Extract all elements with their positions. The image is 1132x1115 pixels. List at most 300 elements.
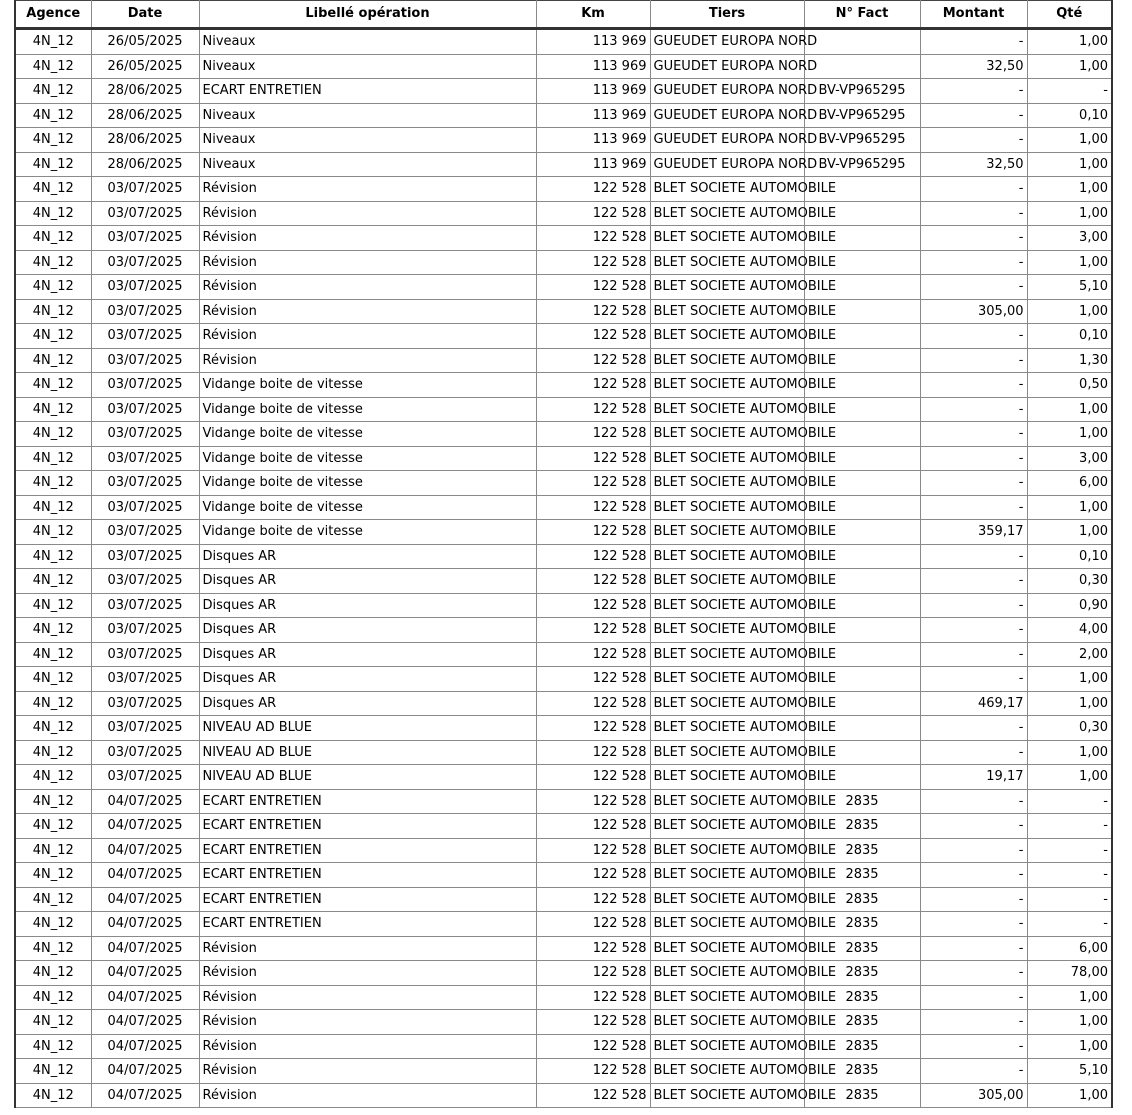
cell-tiers: BLET SOCIETE AUTOMOBILE: [650, 471, 804, 496]
cell-km: 122 528: [536, 569, 650, 594]
table-row: [15, 691, 1112, 716]
cell-libelle: Vidange boite de vitesse: [199, 397, 536, 422]
cell-montant: -: [920, 838, 1027, 863]
cell-agence: 4N_12: [15, 1083, 91, 1108]
cell-libelle: Vidange boite de vitesse: [199, 520, 536, 545]
cell-libelle: Révision: [199, 1083, 536, 1108]
cell-qte: 1,30: [1027, 348, 1112, 373]
table-row: [15, 1083, 1112, 1108]
cell-km: 122 528: [536, 299, 650, 324]
cell-date: 03/07/2025: [91, 397, 199, 422]
cell-qte: 5,10: [1027, 1059, 1112, 1084]
cell-date: 03/07/2025: [91, 201, 199, 226]
cell-km: 122 528: [536, 226, 650, 251]
table-row: [15, 838, 1112, 863]
cell-agence: 4N_12: [15, 667, 91, 692]
cell-tiers: BLET SOCIETE AUTOMOBILE: [650, 177, 804, 202]
cell-agence: 4N_12: [15, 471, 91, 496]
cell-agence: 4N_12: [15, 226, 91, 251]
cell-qte: 5,10: [1027, 275, 1112, 300]
cell-montant: 305,00: [920, 1083, 1027, 1108]
cell-tiers: GUEUDET EUROPA NORD: [650, 54, 804, 79]
table-row: [15, 887, 1112, 912]
cell-libelle: Vidange boite de vitesse: [199, 495, 536, 520]
cell-libelle: Révision: [199, 936, 536, 961]
cell-agence: 4N_12: [15, 201, 91, 226]
cell-montant: -: [920, 324, 1027, 349]
cell-libelle: ECART ENTRETIEN: [199, 838, 536, 863]
cell-km: 113 969: [536, 128, 650, 153]
cell-date: 04/07/2025: [91, 863, 199, 888]
cell-num-fact: 2835: [804, 985, 920, 1010]
cell-num-fact: 2835: [804, 863, 920, 888]
cell-date: 04/07/2025: [91, 936, 199, 961]
cell-date: 03/07/2025: [91, 373, 199, 398]
cell-montant: -: [920, 569, 1027, 594]
table-row: [15, 177, 1112, 202]
cell-montant: -: [920, 642, 1027, 667]
cell-qte: 3,00: [1027, 226, 1112, 251]
cell-montant: -: [920, 912, 1027, 937]
cell-montant: 32,50: [920, 54, 1027, 79]
table-row: [15, 520, 1112, 545]
cell-agence: 4N_12: [15, 912, 91, 937]
cell-km: 122 528: [536, 397, 650, 422]
cell-agence: 4N_12: [15, 520, 91, 545]
cell-km: 122 528: [536, 422, 650, 447]
cell-num-fact: 2835: [804, 1034, 920, 1059]
cell-agence: 4N_12: [15, 324, 91, 349]
cell-qte: -: [1027, 789, 1112, 814]
cell-libelle: Niveaux: [199, 152, 536, 177]
cell-tiers: BLET SOCIETE AUTOMOBILE: [650, 299, 804, 324]
cell-tiers: BLET SOCIETE AUTOMOBILE: [650, 275, 804, 300]
cell-agence: 4N_12: [15, 152, 91, 177]
cell-libelle: Révision: [199, 985, 536, 1010]
cell-montant: -: [920, 79, 1027, 104]
cell-tiers: BLET SOCIETE AUTOMOBILE: [650, 961, 804, 986]
cell-date: 26/05/2025: [91, 29, 199, 55]
operations-table: [14, 0, 1113, 1108]
cell-tiers: BLET SOCIETE AUTOMOBILE: [650, 495, 804, 520]
cell-libelle: Disques AR: [199, 691, 536, 716]
cell-libelle: ECART ENTRETIEN: [199, 863, 536, 888]
cell-montant: 359,17: [920, 520, 1027, 545]
cell-agence: 4N_12: [15, 863, 91, 888]
cell-km: 122 528: [536, 887, 650, 912]
cell-agence: 4N_12: [15, 495, 91, 520]
header-row: [15, 1, 1112, 29]
cell-libelle: Disques AR: [199, 642, 536, 667]
cell-qte: -: [1027, 887, 1112, 912]
cell-km: 122 528: [536, 201, 650, 226]
cell-num-fact: BV-VP965295: [804, 152, 920, 177]
cell-qte: 1,00: [1027, 128, 1112, 153]
cell-montant: -: [920, 275, 1027, 300]
cell-km: 113 969: [536, 29, 650, 55]
col-header-tiers: Tiers: [650, 1, 804, 29]
cell-tiers: BLET SOCIETE AUTOMOBILE: [650, 887, 804, 912]
cell-montant: -: [920, 863, 1027, 888]
cell-agence: 4N_12: [15, 789, 91, 814]
cell-km: 122 528: [536, 1059, 650, 1084]
cell-km: 122 528: [536, 1034, 650, 1059]
col-header-km: Km: [536, 1, 650, 29]
cell-date: 28/06/2025: [91, 152, 199, 177]
cell-num-fact: 2835: [804, 838, 920, 863]
cell-agence: 4N_12: [15, 177, 91, 202]
cell-tiers: BLET SOCIETE AUTOMOBILE: [650, 740, 804, 765]
cell-montant: -: [920, 348, 1027, 373]
col-header-agence: Agence: [15, 1, 91, 29]
cell-tiers: BLET SOCIETE AUTOMOBILE: [650, 765, 804, 790]
cell-tiers: BLET SOCIETE AUTOMOBILE: [650, 569, 804, 594]
cell-km: 122 528: [536, 446, 650, 471]
cell-date: 04/07/2025: [91, 961, 199, 986]
table-row: [15, 593, 1112, 618]
cell-qte: 0,50: [1027, 373, 1112, 398]
cell-km: 122 528: [536, 863, 650, 888]
cell-km: 122 528: [536, 275, 650, 300]
cell-date: 04/07/2025: [91, 887, 199, 912]
cell-qte: 2,00: [1027, 642, 1112, 667]
cell-date: 03/07/2025: [91, 446, 199, 471]
table-row: [15, 1010, 1112, 1035]
table-row: [15, 667, 1112, 692]
table-row: [15, 348, 1112, 373]
cell-num-fact: 2835: [804, 887, 920, 912]
cell-agence: 4N_12: [15, 961, 91, 986]
cell-tiers: BLET SOCIETE AUTOMOBILE: [650, 422, 804, 447]
cell-qte: 0,30: [1027, 569, 1112, 594]
cell-montant: -: [920, 985, 1027, 1010]
cell-agence: 4N_12: [15, 79, 91, 104]
cell-agence: 4N_12: [15, 691, 91, 716]
cell-date: 03/07/2025: [91, 299, 199, 324]
cell-qte: 1,00: [1027, 765, 1112, 790]
cell-qte: 1,00: [1027, 1034, 1112, 1059]
cell-date: 28/06/2025: [91, 79, 199, 104]
cell-tiers: BLET SOCIETE AUTOMOBILE: [650, 716, 804, 741]
cell-libelle: Révision: [199, 348, 536, 373]
cell-agence: 4N_12: [15, 1034, 91, 1059]
cell-tiers: BLET SOCIETE AUTOMOBILE: [650, 814, 804, 839]
table-row: [15, 226, 1112, 251]
cell-libelle: ECART ENTRETIEN: [199, 79, 536, 104]
cell-qte: 1,00: [1027, 54, 1112, 79]
cell-agence: 4N_12: [15, 740, 91, 765]
cell-qte: 4,00: [1027, 618, 1112, 643]
cell-km: 122 528: [536, 838, 650, 863]
cell-km: 122 528: [536, 691, 650, 716]
cell-date: 04/07/2025: [91, 1034, 199, 1059]
cell-tiers: GUEUDET EUROPA NORD: [650, 128, 804, 153]
cell-libelle: Vidange boite de vitesse: [199, 422, 536, 447]
cell-libelle: Révision: [199, 226, 536, 251]
cell-qte: 1,00: [1027, 1010, 1112, 1035]
cell-num-fact: [804, 54, 920, 79]
cell-tiers: BLET SOCIETE AUTOMOBILE: [650, 1083, 804, 1108]
table-row: [15, 250, 1112, 275]
cell-num-fact: 2835: [804, 1083, 920, 1108]
col-header-montant: Montant: [920, 1, 1027, 29]
table-row: [15, 128, 1112, 153]
cell-tiers: BLET SOCIETE AUTOMOBILE: [650, 642, 804, 667]
cell-km: 122 528: [536, 961, 650, 986]
cell-date: 04/07/2025: [91, 1083, 199, 1108]
cell-num-fact: [804, 29, 920, 55]
cell-date: 03/07/2025: [91, 716, 199, 741]
cell-tiers: GUEUDET EUROPA NORD: [650, 152, 804, 177]
cell-date: 03/07/2025: [91, 618, 199, 643]
cell-km: 122 528: [536, 740, 650, 765]
cell-libelle: Vidange boite de vitesse: [199, 373, 536, 398]
cell-tiers: BLET SOCIETE AUTOMOBILE: [650, 397, 804, 422]
cell-agence: 4N_12: [15, 373, 91, 398]
cell-montant: -: [920, 961, 1027, 986]
cell-agence: 4N_12: [15, 446, 91, 471]
cell-km: 113 969: [536, 54, 650, 79]
cell-qte: -: [1027, 79, 1112, 104]
cell-date: 03/07/2025: [91, 422, 199, 447]
cell-date: 03/07/2025: [91, 471, 199, 496]
table-row: [15, 422, 1112, 447]
cell-agence: 4N_12: [15, 29, 91, 55]
table-row: [15, 495, 1112, 520]
cell-date: 04/07/2025: [91, 789, 199, 814]
cell-qte: 1,00: [1027, 250, 1112, 275]
cell-agence: 4N_12: [15, 716, 91, 741]
cell-tiers: BLET SOCIETE AUTOMOBILE: [650, 446, 804, 471]
cell-qte: 1,00: [1027, 667, 1112, 692]
cell-qte: 1,00: [1027, 691, 1112, 716]
cell-num-fact: BV-VP965295: [804, 103, 920, 128]
cell-km: 122 528: [536, 177, 650, 202]
cell-libelle: Révision: [199, 299, 536, 324]
cell-date: 03/07/2025: [91, 226, 199, 251]
cell-libelle: NIVEAU AD BLUE: [199, 740, 536, 765]
cell-qte: -: [1027, 814, 1112, 839]
cell-date: 26/05/2025: [91, 54, 199, 79]
cell-agence: 4N_12: [15, 887, 91, 912]
cell-num-fact: 2835: [804, 1059, 920, 1084]
cell-montant: -: [920, 397, 1027, 422]
cell-tiers: BLET SOCIETE AUTOMOBILE: [650, 348, 804, 373]
cell-libelle: Révision: [199, 201, 536, 226]
cell-date: 03/07/2025: [91, 691, 199, 716]
cell-libelle: Niveaux: [199, 29, 536, 55]
cell-km: 122 528: [536, 618, 650, 643]
cell-tiers: BLET SOCIETE AUTOMOBILE: [650, 201, 804, 226]
cell-tiers: BLET SOCIETE AUTOMOBILE: [650, 593, 804, 618]
cell-date: 04/07/2025: [91, 1059, 199, 1084]
cell-agence: 4N_12: [15, 618, 91, 643]
table-row: [15, 471, 1112, 496]
cell-agence: 4N_12: [15, 128, 91, 153]
table-row: [15, 740, 1112, 765]
cell-tiers: GUEUDET EUROPA NORD: [650, 103, 804, 128]
cell-km: 122 528: [536, 324, 650, 349]
table-row: [15, 79, 1112, 104]
cell-date: 03/07/2025: [91, 740, 199, 765]
cell-km: 122 528: [536, 936, 650, 961]
cell-qte: 1,00: [1027, 985, 1112, 1010]
table-row: [15, 299, 1112, 324]
table-row: [15, 789, 1112, 814]
cell-libelle: Disques AR: [199, 569, 536, 594]
table-row: [15, 912, 1112, 937]
cell-date: 03/07/2025: [91, 544, 199, 569]
cell-agence: 4N_12: [15, 275, 91, 300]
cell-agence: 4N_12: [15, 1059, 91, 1084]
cell-libelle: Disques AR: [199, 618, 536, 643]
cell-qte: -: [1027, 912, 1112, 937]
cell-km: 113 969: [536, 79, 650, 104]
cell-libelle: Révision: [199, 961, 536, 986]
cell-qte: 1,00: [1027, 29, 1112, 55]
cell-montant: -: [920, 226, 1027, 251]
cell-montant: -: [920, 618, 1027, 643]
table-row: [15, 765, 1112, 790]
cell-km: 122 528: [536, 1010, 650, 1035]
cell-km: 122 528: [536, 250, 650, 275]
table-row: [15, 397, 1112, 422]
cell-tiers: BLET SOCIETE AUTOMOBILE: [650, 250, 804, 275]
table-row: [15, 446, 1112, 471]
cell-montant: -: [920, 471, 1027, 496]
cell-montant: -: [920, 544, 1027, 569]
cell-montant: -: [920, 177, 1027, 202]
table-row: [15, 863, 1112, 888]
table-row: [15, 1034, 1112, 1059]
cell-km: 113 969: [536, 152, 650, 177]
table-row: [15, 642, 1112, 667]
cell-tiers: GUEUDET EUROPA NORD: [650, 79, 804, 104]
cell-agence: 4N_12: [15, 814, 91, 839]
cell-libelle: Révision: [199, 1010, 536, 1035]
table-row: [15, 103, 1112, 128]
cell-qte: 0,10: [1027, 103, 1112, 128]
cell-libelle: Révision: [199, 1059, 536, 1084]
cell-km: 122 528: [536, 495, 650, 520]
cell-montant: -: [920, 1010, 1027, 1035]
cell-qte: 1,00: [1027, 1083, 1112, 1108]
cell-qte: -: [1027, 838, 1112, 863]
cell-tiers: BLET SOCIETE AUTOMOBILE: [650, 544, 804, 569]
cell-montant: -: [920, 250, 1027, 275]
cell-qte: 1,00: [1027, 422, 1112, 447]
table-row: [15, 985, 1112, 1010]
cell-tiers: BLET SOCIETE AUTOMOBILE: [650, 1059, 804, 1084]
cell-qte: 1,00: [1027, 201, 1112, 226]
cell-date: 28/06/2025: [91, 103, 199, 128]
cell-montant: 469,17: [920, 691, 1027, 716]
cell-num-fact: 2835: [804, 912, 920, 937]
table-row: [15, 152, 1112, 177]
cell-km: 122 528: [536, 814, 650, 839]
cell-montant: -: [920, 128, 1027, 153]
cell-km: 122 528: [536, 912, 650, 937]
cell-num-fact: BV-VP965295: [804, 79, 920, 104]
cell-agence: 4N_12: [15, 1010, 91, 1035]
cell-km: 122 528: [536, 348, 650, 373]
cell-qte: 6,00: [1027, 936, 1112, 961]
cell-libelle: Niveaux: [199, 103, 536, 128]
cell-libelle: ECART ENTRETIEN: [199, 789, 536, 814]
cell-agence: 4N_12: [15, 544, 91, 569]
cell-tiers: BLET SOCIETE AUTOMOBILE: [650, 691, 804, 716]
cell-montant: -: [920, 667, 1027, 692]
cell-montant: -: [920, 201, 1027, 226]
cell-montant: -: [920, 740, 1027, 765]
cell-num-fact: 2835: [804, 961, 920, 986]
cell-date: 03/07/2025: [91, 642, 199, 667]
cell-agence: 4N_12: [15, 397, 91, 422]
cell-agence: 4N_12: [15, 569, 91, 594]
cell-tiers: BLET SOCIETE AUTOMOBILE: [650, 863, 804, 888]
cell-date: 03/07/2025: [91, 177, 199, 202]
cell-km: 122 528: [536, 520, 650, 545]
cell-montant: -: [920, 1034, 1027, 1059]
cell-date: 03/07/2025: [91, 495, 199, 520]
cell-agence: 4N_12: [15, 593, 91, 618]
table-row: [15, 201, 1112, 226]
cell-tiers: BLET SOCIETE AUTOMOBILE: [650, 1034, 804, 1059]
cell-tiers: BLET SOCIETE AUTOMOBILE: [650, 985, 804, 1010]
table-row: [15, 54, 1112, 79]
cell-tiers: BLET SOCIETE AUTOMOBILE: [650, 912, 804, 937]
cell-montant: -: [920, 789, 1027, 814]
cell-km: 122 528: [536, 765, 650, 790]
cell-montant: 19,17: [920, 765, 1027, 790]
cell-date: 03/07/2025: [91, 250, 199, 275]
cell-tiers: BLET SOCIETE AUTOMOBILE: [650, 226, 804, 251]
cell-qte: 0,10: [1027, 544, 1112, 569]
cell-km: 122 528: [536, 471, 650, 496]
cell-date: 04/07/2025: [91, 838, 199, 863]
cell-agence: 4N_12: [15, 936, 91, 961]
cell-tiers: GUEUDET EUROPA NORD: [650, 29, 804, 55]
cell-montant: -: [920, 936, 1027, 961]
cell-agence: 4N_12: [15, 985, 91, 1010]
table-row: [15, 961, 1112, 986]
table-row: [15, 936, 1112, 961]
col-header-date: Date: [91, 1, 199, 29]
cell-montant: -: [920, 1059, 1027, 1084]
cell-date: 03/07/2025: [91, 667, 199, 692]
cell-tiers: BLET SOCIETE AUTOMOBILE: [650, 838, 804, 863]
cell-montant: -: [920, 593, 1027, 618]
cell-date: 03/07/2025: [91, 275, 199, 300]
cell-libelle: Niveaux: [199, 128, 536, 153]
cell-km: 122 528: [536, 373, 650, 398]
cell-tiers: BLET SOCIETE AUTOMOBILE: [650, 618, 804, 643]
cell-qte: 1,00: [1027, 740, 1112, 765]
col-header-qte: Qté: [1027, 1, 1112, 29]
cell-km: 122 528: [536, 544, 650, 569]
cell-qte: 1,00: [1027, 177, 1112, 202]
cell-tiers: BLET SOCIETE AUTOMOBILE: [650, 373, 804, 398]
cell-km: 122 528: [536, 716, 650, 741]
cell-libelle: Vidange boite de vitesse: [199, 471, 536, 496]
cell-km: 122 528: [536, 667, 650, 692]
cell-libelle: Révision: [199, 1034, 536, 1059]
cell-agence: 4N_12: [15, 422, 91, 447]
cell-agence: 4N_12: [15, 250, 91, 275]
cell-libelle: Révision: [199, 275, 536, 300]
cell-qte: 0,30: [1027, 716, 1112, 741]
cell-tiers: BLET SOCIETE AUTOMOBILE: [650, 789, 804, 814]
